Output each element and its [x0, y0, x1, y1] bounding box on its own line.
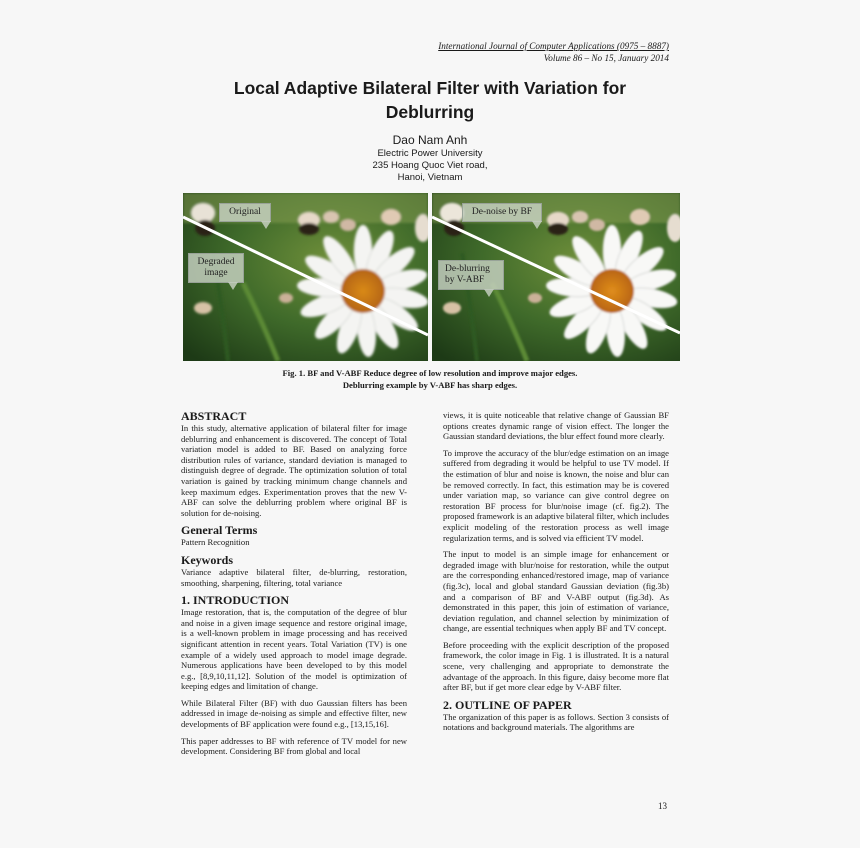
caption-line-1: Fig. 1. BF and V-ABF Reduce degree of low resolution and improve major edges. — [282, 368, 578, 378]
keywords-text: Variance adaptive bilateral filter, de-blurring, restoration, smoothing, sharpening, filtering, total variance — [181, 566, 407, 588]
body-paragraph: views, it is quite noticeable that relative change of Gaussian BF options creates dynamic range of vision effect. The longer the Gaussian standard deviations, the blur effect found more clearly. — [443, 410, 669, 442]
abstract-heading: ABSTRACT — [181, 409, 247, 423]
callout-degraded-image — [188, 253, 244, 283]
caption-line-2: Deblurring example by V-ABF has sharp edges. — [342, 379, 518, 390]
body-paragraph: The input to model is an simple image for enhancement or degraded image with blur/noise for restoration, while the output are the corresponding enhanced/restored image, map of variance (fig.3c), local and global standard Gaussian deviation (fig.3b) and a comparison of BF and V-ABF output (fig.3d). As demonstrated in this paper, this join of estimation of variance, deviation regulation, and channel selection by minimization of change, are essential techniques when apply BF and TV concept. — [443, 549, 669, 634]
callout-denoise-by-bf — [462, 203, 542, 222]
callout-original — [219, 203, 271, 222]
outline-paragraph: The organization of this paper is as follows. Section 3 consists of notations and background materials. The algorithms are — [443, 711, 669, 733]
journal-volume: Volume 86 – No 15, January 2014 — [543, 53, 669, 63]
affiliation-line: Hanoi, Vietnam — [397, 172, 463, 183]
left-column — [181, 410, 407, 763]
affiliation-line: 235 Hoang Quoc Viet road, — [372, 160, 488, 171]
figure-panel-original — [183, 193, 428, 361]
body-paragraph: To improve the accuracy of the blur/edge estimation on an image suffered from degrading it would be helpful to use TV model. If the estimation of blur and noise is known, the noise and blur can be removed correctly. In fact, this estimation may be is covered under variation map, so variance can give control degree on restoration BF process for blur/noise image (cf. fig.2). The proposed framework is an adaptive bilateral filter, which includes explicit modeling of the restoration process as well image regularization terms, and is solved via efficient TV model. — [443, 447, 669, 543]
author-block — [180, 132, 680, 184]
journal-header — [438, 40, 669, 64]
body-paragraph: Before proceeding with the explicit description of the proposed framework, the color image in Fig. 1 is illustrated. It is a natural scene, very challenging and appropriate to demonstrate the advantage of the approach. In this figure, daisy become more flat after BF, but if get more clear edge by V-ABF filter. — [443, 639, 669, 693]
callout-text: De-blurring by V-ABF — [445, 264, 490, 285]
paper-title — [180, 76, 680, 124]
title-line-2: Deblurring — [385, 102, 475, 122]
callout-text: Degraded image — [197, 257, 235, 278]
affiliation-line: Electric Power University — [377, 148, 483, 159]
figure-panel-restored — [432, 193, 680, 361]
callout-deblurring-by-vabf — [438, 260, 504, 290]
right-column — [443, 410, 669, 739]
outline-heading: 2. OUTLINE OF PAPER — [443, 697, 572, 712]
keywords-heading: Keywords — [181, 552, 233, 567]
callout-text: De-noise by BF — [471, 207, 533, 217]
general-terms-text: Pattern Recognition — [181, 537, 250, 548]
callout-text: Original — [229, 207, 261, 217]
abstract-text: In this study, alternative application of bilateral filter for image deblurring and enhancement is discovered. The concept of Total variation model is added to BF. Based on analyzing force distribution rules of variance, standard deviation is managed to distinguish degree of degrade. The optimization solution of total variation is gained by tracking minimum change channels and keep maximum edges. Experimentation proves that the new V-ABF can solve the deblurring problem where original BF is solution for de-noising. — [181, 423, 407, 518]
figure-caption — [180, 368, 680, 391]
introduction-heading: 1. INTRODUCTION — [181, 593, 290, 608]
author-name: Dao Nam Anh — [392, 133, 468, 147]
intro-paragraph: Image restoration, that is, the computation of the degree of blur and noise in a given image sequence and restore original image, is a well-known problem in image processing and has received significant attention in recent years. Total Variation (TV) is one example of a widely used approach to model image degrade. Numerous applications have been developed to by this model e.g., [8,9,10,11,12]. Solution of the model is optimization of keeping edges and limitation of change. — [181, 607, 407, 692]
general-terms-heading: General Terms — [181, 523, 258, 538]
journal-name: International Journal of Computer Applications (0975 – 8887) — [438, 41, 669, 51]
page-number: 13 — [658, 801, 667, 811]
intro-paragraph: This paper addresses to BF with reference of TV model for new development. Considering BF from global and local — [181, 735, 407, 757]
intro-paragraph: While Bilateral Filter (BF) with duo Gaussian filters has been addressed in image de-noising as simple and effective filter, new developments of BF application were found e.g., [13,15,16]. — [181, 697, 407, 730]
title-line-1: Local Adaptive Bilateral Filter with Variation for — [233, 78, 627, 98]
